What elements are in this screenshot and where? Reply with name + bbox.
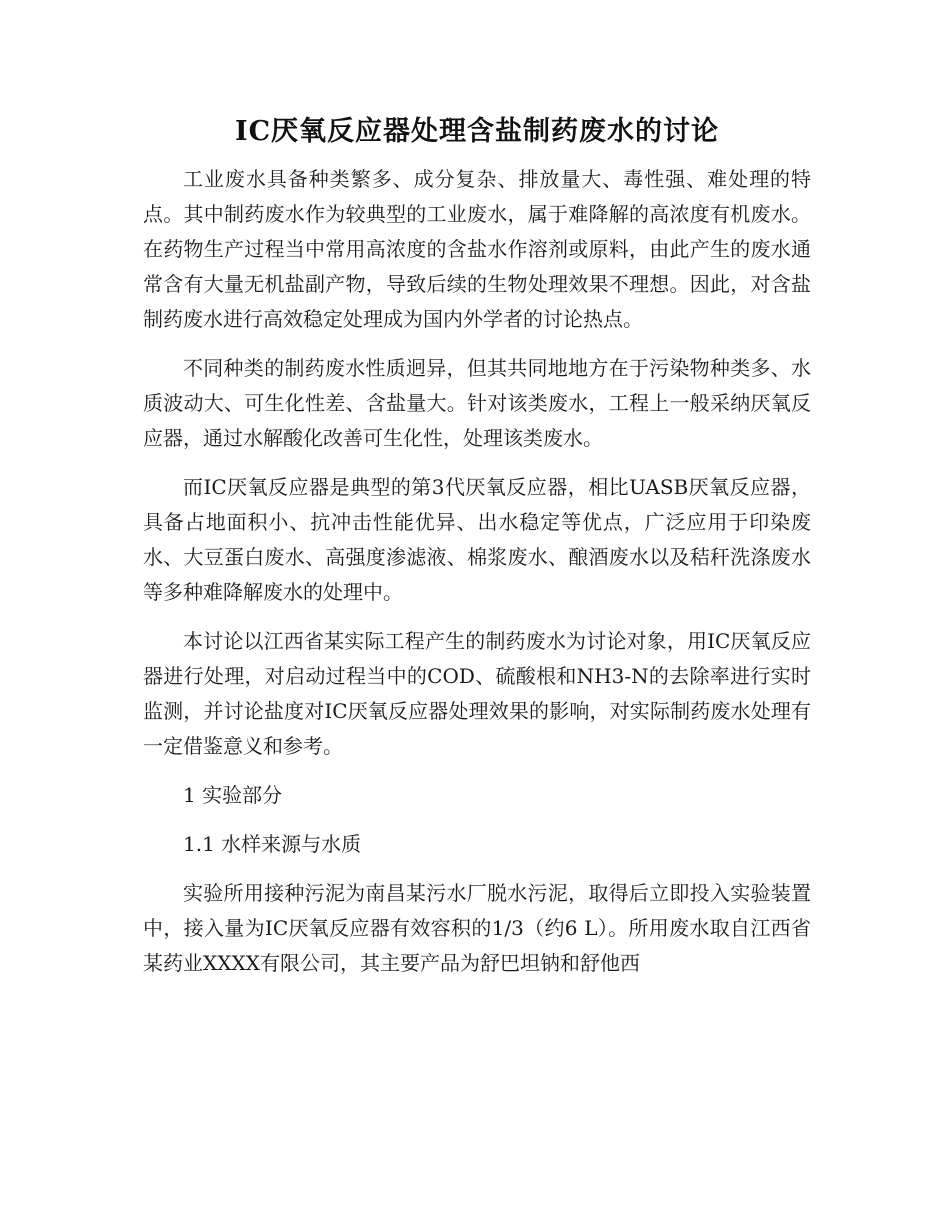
paragraph-intro: 工业废水具备种类繁多、成分复杂、排放量大、毒性强、难处理的特点。其中制药废水作为较典型的工业废水，属于难降解的高浓度有机废水。在药物生产过程当中常用高浓度的含盐水作溶剂或原料，由此产生的废水通常含有大量无机盐副产物，导致后续的生物处理效果不理想。因此，对含盐制药废水进行高效稳定处理成为国内外学者的讨论热点。 xyxy=(143,167,811,331)
paragraph-ic-reactor: 而IC厌氧反应器是典型的第3代厌氧反应器，相比UASB厌氧反应器，具备占地面积小、抗冲击性能优异、出水稳定等优点，广泛应用于印染废水、大豆蛋白废水、高强度渗滤液、棉浆废水、酿酒废水以及秸秆洗涤废水等多种难降解废水的处理中。 xyxy=(143,475,811,604)
document-title: IC厌氧反应器处理含盐制药废水的讨论 xyxy=(234,116,720,147)
paragraph-study-scope: 本讨论以江西省某实际工程产生的制药废水为讨论对象，用IC厌氧反应器进行处理，对启动过程当中的COD、硫酸根和NH3-N的去除率进行实时监测，并讨论盐度对IC厌氧反应器处理效果的影响，对实际制药废水处理有一定借鉴意义和参考。 xyxy=(143,629,811,758)
document-body xyxy=(143,112,811,995)
subsection-heading-water-source: 1.1 水样来源与水质 xyxy=(183,832,362,856)
paragraph-wastewater-properties: 不同种类的制药废水性质迥异，但其共同地地方在于污染物种类多、水质波动大、可生化性差、含盐量大。针对该类废水，工程上一般采纳厌氧反应器，通过水解酸化改善可生化性，处理该类废水。 xyxy=(143,356,811,450)
paragraph-sludge-source: 实验所用接种污泥为南昌某污水厂脱水污泥，取得后立即投入实验装置中，接入量为IC厌氧反应器有效容积的1/3（约6 L）。所用废水取自江西省某药业XXXX有限公司，其主要产品为舒巴坦钠和舒他西 xyxy=(143,881,811,975)
section-heading-experiment: 1 实验部分 xyxy=(183,783,283,807)
